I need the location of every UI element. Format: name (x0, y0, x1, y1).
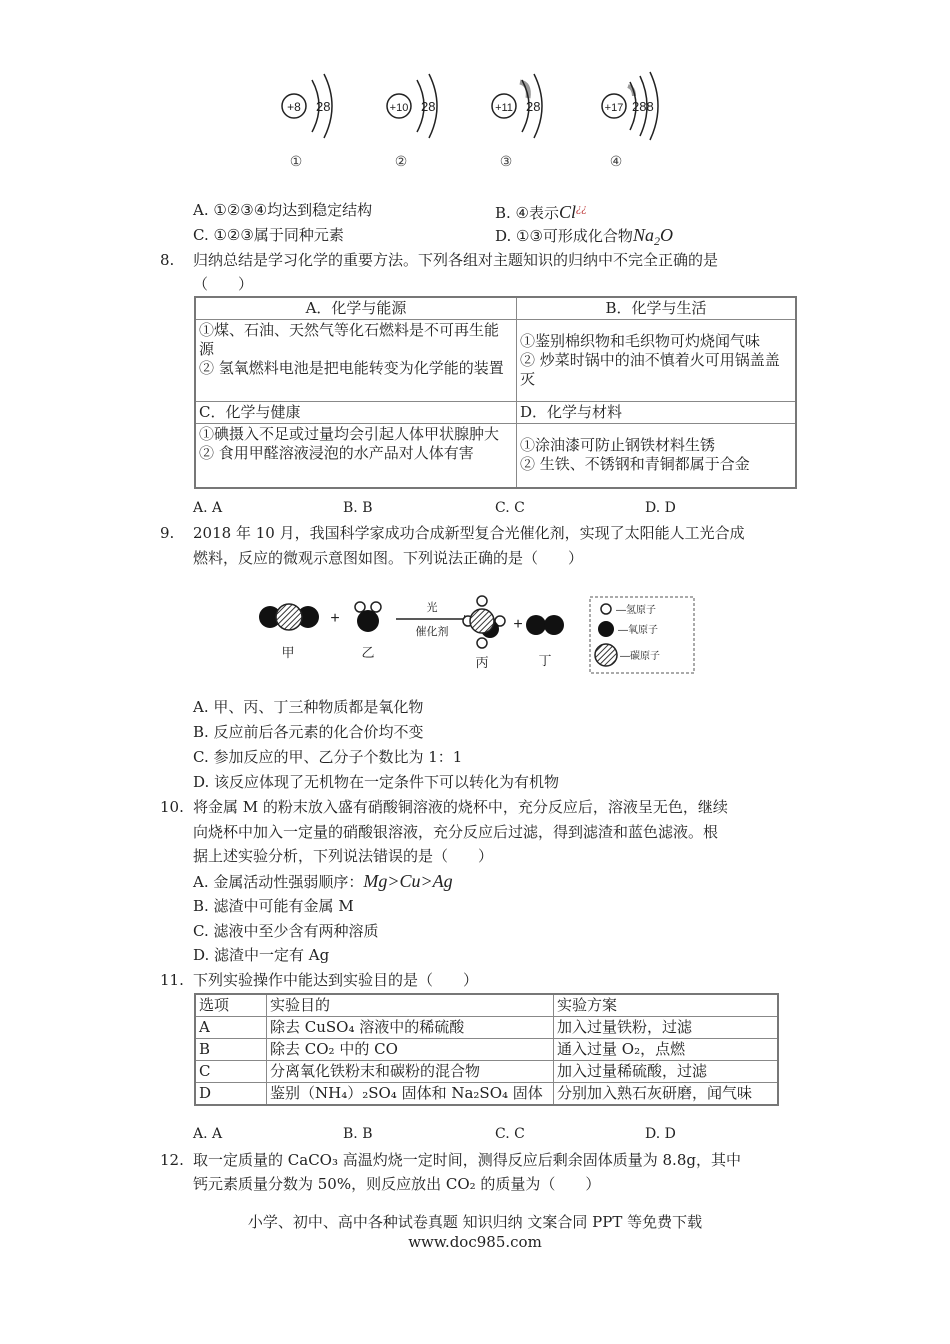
atom-3-label: ③ (499, 153, 513, 169)
table-row (195, 424, 796, 488)
q11-row-b-plan: 通入过量 O₂，点燃 (554, 1039, 779, 1061)
table-row (195, 1017, 778, 1039)
q7-option-b-text: B. ④表示 (495, 204, 560, 222)
q11-header-purpose: 实验目的 (267, 994, 554, 1017)
table-row (195, 1039, 778, 1061)
q8-stem-line-2: （ ） (193, 275, 254, 293)
molecule-ding (526, 615, 564, 668)
atom-structure-figure (270, 70, 690, 180)
q11-row-b-option: B (195, 1039, 267, 1061)
q8-cell-b (517, 320, 797, 402)
atom-diagram-2 (387, 74, 437, 169)
plus-sign-2: + (513, 616, 523, 633)
atom-4-label: ④ (609, 153, 623, 169)
atom-3-shells: 28 (526, 99, 541, 114)
label-jia: 甲 (281, 645, 295, 660)
legend-carbon: —碳原子 (620, 651, 660, 662)
atom-legend (590, 597, 694, 673)
reaction-figure (250, 595, 700, 680)
q11-row-d-option: D (195, 1083, 267, 1106)
q9-stem-line-1: 2018 年 10 月，我国科学家成功合成新型复合光催化剂，实现了太阳能人工光合成 (193, 524, 745, 542)
q11-row-d-plan: 分别加入熟石灰研磨，闻气味 (554, 1083, 779, 1106)
atom-4-nucleus: +17 (604, 102, 624, 114)
q8-option-a: A. A (193, 500, 223, 516)
table-row (195, 994, 778, 1017)
q11-row-b-purpose: 除去 CO₂ 中的 CO (267, 1039, 554, 1061)
q7-option-c: C. ①②③属于同种元素 (193, 226, 344, 244)
q7-option-b (495, 200, 587, 223)
q8-d-item-1: ①涂油漆可防止钢铁材料生锈 (520, 436, 716, 455)
q9-option-c: C. 参加反应的甲、乙分子个数比为 1：1 (193, 748, 463, 766)
q11-row-c-plan: 加入过量稀硫酸，过滤 (554, 1061, 779, 1083)
q10-option-a-text: A. 金属活动性强弱顺序： (193, 873, 364, 891)
q11-option-d: D. D (645, 1126, 676, 1142)
molecule-bing (463, 596, 505, 670)
q8-header-a: A．化学与能源 (195, 297, 517, 320)
condition-catalyst: 催化剂 (415, 626, 449, 638)
q7-option-b-superscript: ¿¿ (576, 204, 587, 215)
q7-option-d-subscript: 2 (653, 234, 660, 248)
q11-row-a-purpose: 除去 CuSO₄ 溶液中的稀硫酸 (267, 1017, 554, 1039)
label-yi: 乙 (361, 645, 375, 660)
q7-option-d-formula-na: Na (632, 225, 654, 245)
atom-1-nucleus: +8 (287, 100, 301, 114)
q11-stem: 下列实验操作中能达到实验目的是（ ） (193, 971, 479, 989)
atom-1-label: ① (289, 153, 303, 169)
q11-option-c: C. C (495, 1126, 525, 1142)
q10-number: 10. (160, 798, 184, 816)
q7-option-d-text: D. ①③可形成化合物 (495, 227, 633, 245)
q7-option-d-formula-o: O (659, 225, 673, 245)
label-ding: 丁 (538, 653, 552, 668)
q7-option-b-formula: Cl (559, 202, 577, 222)
q9-option-a: A. 甲、丙、丁三种物质都是氧化物 (193, 698, 424, 716)
atom-diagram-4 (602, 72, 658, 169)
q8-number: 8. (160, 251, 175, 269)
q8-cell-c (195, 424, 517, 488)
q9-option-d: D. 该反应体现了无机物在一定条件下可以转化为有机物 (193, 773, 560, 791)
q11-table (194, 993, 779, 1106)
q11-option-b: B. B (343, 1126, 373, 1142)
atom-diagram-1 (282, 74, 332, 169)
atom-1-shells: 28 (316, 99, 331, 114)
label-bing: 丙 (475, 655, 489, 670)
atom-2-nucleus: +10 (389, 102, 409, 114)
q8-cell-a (195, 320, 517, 402)
legend-hydrogen: —氢原子 (616, 605, 656, 616)
q8-a-item-1: ①煤、石油、天然气等化石燃料是不可再生能源 (199, 321, 500, 358)
condition-light: 光 (426, 602, 438, 614)
q8-option-b: B. B (343, 500, 373, 516)
q8-option-d: D. D (645, 500, 676, 516)
q8-header-b: B．化学与生活 (517, 297, 797, 320)
q11-row-a-plan: 加入过量铁粉，过滤 (554, 1017, 779, 1039)
atom-2-shells: 28 (421, 99, 436, 114)
q8-c-item-2: ② 食用甲醛溶液浸泡的水产品对人体有害 (199, 444, 474, 462)
q9-number: 9. (160, 524, 175, 542)
q11-row-c-option: C (195, 1061, 267, 1083)
atom-3-nucleus: +11 (495, 102, 513, 114)
q10-stem-line-2: 向烧杯中加入一定量的硝酸银溶液，充分反应后过滤，得到滤渣和蓝色滤液。根 (193, 823, 719, 841)
molecule-jia (259, 604, 319, 660)
reaction-arrow (396, 600, 472, 638)
q8-header-c: C．化学与健康 (195, 402, 517, 424)
q8-b-item-1: ①鉴别棉织物和毛织物可灼烧闻气味 (520, 332, 761, 350)
q8-a-item-2: ② 氢氧燃料电池是把电能转变为化学能的装置 (199, 359, 504, 377)
legend-oxygen: —氧原子 (618, 625, 658, 636)
table-row (195, 1061, 778, 1083)
q7-option-d (495, 225, 673, 251)
table-row (195, 1083, 778, 1106)
q11-row-a-option: A (195, 1017, 267, 1039)
q11-number: 11. (160, 971, 184, 989)
q12-stem-line-1: 取一定质量的 CaCO₃ 高温灼烧一定时间，测得反应后剩余固体质量为 8.8g，其中 (193, 1151, 741, 1169)
molecule-yi (355, 602, 381, 660)
q10-stem-line-3: 据上述实验分析，下列说法错误的是（ ） (193, 847, 494, 865)
q8-cell-d (517, 424, 797, 488)
footer-promo-text: 小学、初中、高中各种试卷真题 知识归纳 文案合同 PPT 等免费下载 (247, 1213, 703, 1231)
table-row (195, 320, 796, 402)
table-row (195, 402, 796, 424)
q10-option-a-formula: Mg>Cu>Ag (363, 871, 453, 891)
q8-d-item-2: ② 生铁、不锈钢和青铜都属于合金 (520, 455, 750, 474)
q7-option-a: A. ①②③④均达到稳定结构 (193, 201, 373, 219)
q12-number: 12. (160, 1151, 184, 1169)
q10-option-a (193, 871, 453, 892)
plus-sign-1: + (330, 610, 340, 627)
q9-stem-line-2: 燃料，反应的微观示意图如图。下列说法正确的是（ ） (193, 549, 584, 567)
q10-option-d: D. 滤渣中一定有 Ag (193, 946, 330, 964)
q11-option-a: A. A (193, 1126, 223, 1142)
q10-option-c: C. 滤液中至少含有两种溶质 (193, 922, 379, 940)
q8-stem-line-1: 归纳总结是学习化学的重要方法。下列各组对主题知识的归纳中不完全正确的是 (193, 251, 719, 269)
q10-stem-line-1: 将金属 M 的粉末放入盛有硝酸铜溶液的烧杯中，充分反应后，溶液呈无色，继续 (193, 798, 728, 816)
q10-option-b: B. 滤渣中可能有金属 M (193, 897, 354, 915)
q8-table (194, 296, 797, 489)
atom-2-label: ② (394, 153, 408, 169)
q12-stem-line-2: 钙元素质量分数为 50%，则反应放出 CO₂ 的质量为（ ） (193, 1175, 601, 1193)
table-row (195, 297, 796, 320)
q11-header-plan: 实验方案 (554, 994, 779, 1017)
footer-website[interactable]: www.doc985.com (408, 1233, 542, 1251)
atom-diagram-3 (492, 74, 542, 169)
q8-option-c: C. C (495, 500, 525, 516)
q9-option-b: B. 反应前后各元素的化合价均不变 (193, 723, 424, 741)
q11-row-c-purpose: 分离氧化铁粉末和碳粉的混合物 (267, 1061, 554, 1083)
q8-b-item-2: ② 炒菜时锅中的油不慎着火可用锅盖盖灭 (520, 351, 780, 388)
q8-c-item-1: ①碘摄入不足或过量均会引起人体甲状腺肿大 (199, 425, 500, 443)
q8-header-d: D．化学与材料 (517, 402, 797, 424)
q11-row-d-purpose: 鉴别（NH₄）₂SO₄ 固体和 Na₂SO₄ 固体 (267, 1083, 554, 1106)
atom-4-shells: 288 (632, 99, 654, 114)
q11-header-option: 选项 (195, 994, 267, 1017)
